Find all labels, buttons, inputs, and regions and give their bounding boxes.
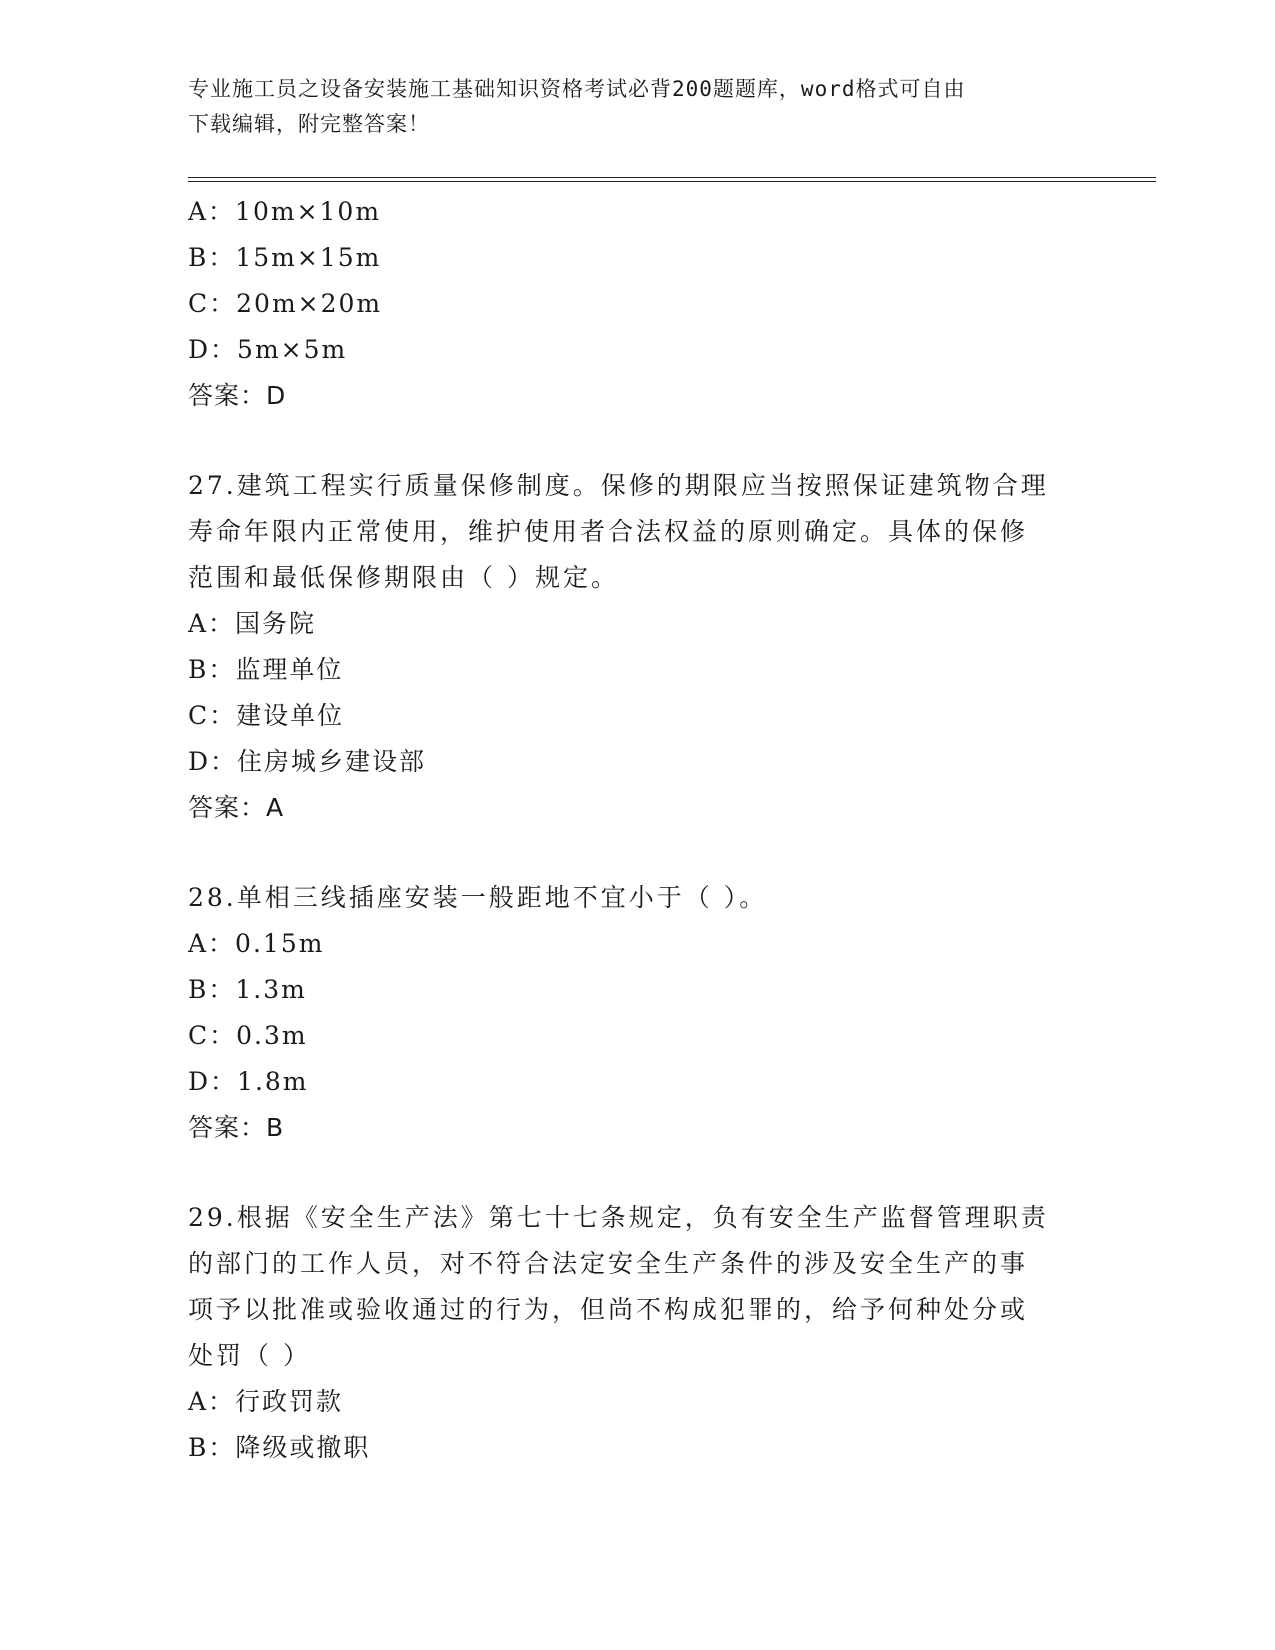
question-list [188, 189, 1088, 1471]
option-a: A：国务院 [188, 609, 317, 638]
header-divider [188, 177, 1156, 182]
question-stem-line: 范围和最低保修期限由（ ）规定。 [188, 563, 619, 592]
question-stem-line: 的部门的工作人员，对不符合法定安全生产条件的涉及安全生产的事 [188, 1249, 1029, 1278]
question-gap [188, 1151, 1088, 1195]
question-29 [188, 1195, 1088, 1471]
question-stem-line: 寿命年限内正常使用，维护使用者合法权益的原则确定。具体的保修 [188, 517, 1029, 546]
page-header [188, 72, 1068, 142]
question-stem-line: 27.建筑工程实行质量保修制度。保修的期限应当按照保证建筑物合理 [188, 471, 1049, 500]
option-d: D：1.8m [188, 1067, 309, 1096]
option-b: B：监理单位 [188, 655, 344, 684]
answer-line: 答案：B [188, 1113, 285, 1142]
option-c: C：0.3m [188, 1021, 308, 1050]
question-stem-line: 项予以批准或验收通过的行为，但尚不构成犯罪的，给予何种处分或 [188, 1295, 1029, 1324]
header-title-line-1: 专业施工员之设备安装施工基础知识资格考试必背200题题库，word格式可自由 [188, 77, 966, 101]
option-b: B：降级或撤职 [188, 1433, 371, 1462]
question-gap [188, 419, 1088, 463]
option-a: A：0.15m [188, 929, 325, 958]
question-28 [188, 875, 1088, 1151]
option-c: C：建设单位 [188, 701, 345, 730]
option-a: A：10m×10m [188, 197, 382, 226]
answer-line: 答案：D [188, 381, 287, 410]
question-gap [188, 831, 1088, 875]
option-d: D：5m×5m [188, 335, 348, 364]
option-a: A：行政罚款 [188, 1387, 344, 1416]
option-d: D：住房城乡建设部 [188, 747, 427, 776]
answer-line: 答案：A [188, 793, 285, 822]
option-c: C：20m×20m [188, 289, 383, 318]
question-27 [188, 463, 1088, 831]
question-26-tail [188, 189, 1088, 419]
option-b: B：15m×15m [188, 243, 382, 272]
question-stem-line: 29.根据《安全生产法》第七十七条规定，负有安全生产监督管理职责 [188, 1203, 1049, 1232]
header-title-line-2: 下载编辑，附完整答案！ [188, 112, 430, 136]
question-stem-line: 处罚（ ） [188, 1341, 311, 1370]
question-stem-line: 28.单相三线插座安装一般距地不宜小于（ ）。 [188, 883, 768, 912]
option-b: B：1.3m [188, 975, 307, 1004]
